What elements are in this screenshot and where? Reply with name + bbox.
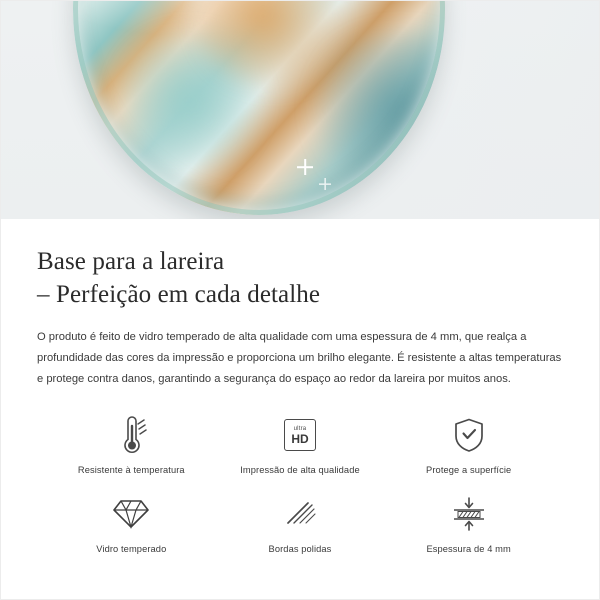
page-title-line-2: – Perfeição em cada detalhe — [37, 281, 321, 308]
feature-grid — [47, 408, 553, 558]
page-title-line-1: Base para a lareira — [37, 248, 225, 275]
feature-item-print-quality — [216, 408, 385, 479]
product-description: O produto é feito de vidro temperado de alta qualidade com uma espessura de 4 mm, que realça a profundidade das cores da impressão e proporciona um brilho elegante. É resistente a altas temperaturas e protege contra danos, garantindo a segurança do espaço ao redor da lareira por muitos anos. — [37, 331, 562, 385]
feature-item-polished-edges — [216, 487, 385, 558]
hero-image — [1, 1, 600, 219]
feature-label: Resistente à temperatura — [77, 465, 185, 475]
feature-label: Protege a superfície — [426, 465, 512, 475]
polished-edges-icon — [282, 493, 318, 535]
ultra-hd-badge-bottom: HD — [291, 431, 309, 446]
feature-label: Impressão de alta qualidade — [240, 465, 360, 475]
thickness-icon — [449, 493, 489, 535]
glass-plate-product-image — [73, 1, 445, 215]
shield-check-icon — [452, 414, 486, 456]
ultra-hd-badge-top: ultra — [293, 425, 307, 432]
content-block — [1, 219, 599, 558]
feature-item-temperature-resistant — [47, 408, 216, 479]
feature-item-surface-protection — [384, 408, 553, 479]
feature-label: Espessura de 4 mm — [426, 544, 511, 554]
feature-label: Vidro temperado — [96, 544, 167, 554]
thermometer-icon — [114, 414, 148, 456]
feature-item-thickness — [384, 487, 553, 558]
feature-label: Bordas polidas — [268, 544, 332, 554]
feature-item-tempered-glass — [47, 487, 216, 558]
ultra-hd-icon — [284, 414, 316, 456]
page-title — [37, 245, 563, 311]
diamond-icon — [112, 493, 150, 535]
